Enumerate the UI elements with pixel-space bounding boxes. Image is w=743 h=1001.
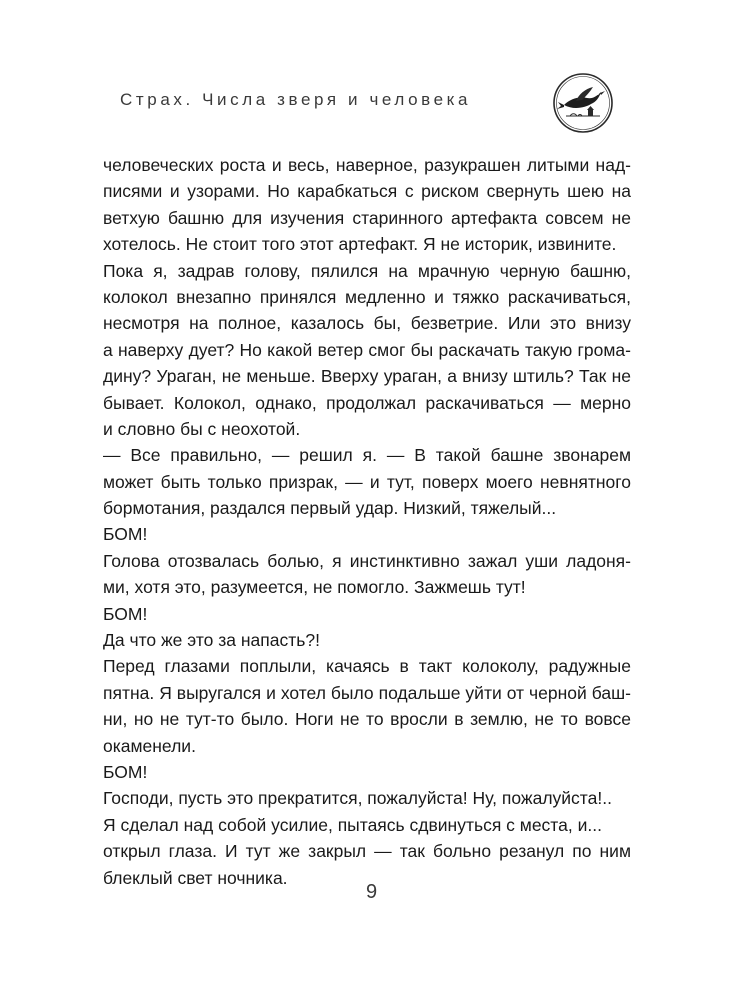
text-line: хотелось. Не стоит того этот артефакт. Я не историк, извините. xyxy=(103,234,617,255)
text-line: Перед глазами поплыли, качаясь в такт колоколу, радужные xyxy=(103,656,631,677)
text-line: БОМ! xyxy=(103,603,148,624)
text-line: открыл глаза. И тут же закрыл — так больно резанул по ним xyxy=(103,841,631,862)
text-line: ни, но не тут-то было. Ноги не то вросли в землю, не то вовсе xyxy=(103,709,631,730)
text-line: Господи, пусть это прекратится, пожалуйста! Ну, пожалуйста!.. xyxy=(103,788,612,809)
text-line: бормотания, раздался первый удар. Низкий, тяжелый... xyxy=(103,498,557,519)
text-line: — Все правильно, — решил я. — В такой башне звонарем xyxy=(103,445,631,466)
text-line: окаменели. xyxy=(103,735,196,756)
text-line: может быть только призрак, — и тут, поверх моего невнятного xyxy=(103,471,631,492)
text-line: колокол внезапно принялся медленно и тяжко раскачиваться, xyxy=(103,286,631,307)
text-line: БОМ! xyxy=(103,761,148,782)
bird-emblem-icon xyxy=(552,72,614,134)
text-line: ми, хотя это, разумеется, не помогло. Зажмешь тут! xyxy=(103,577,526,598)
running-header: Страх. Числа зверя и человека xyxy=(120,90,472,109)
text-line: Я сделал над собой усилие, пытаясь сдвинуться с места, и... xyxy=(103,814,602,835)
text-line: и словно бы с неохотой. xyxy=(103,418,301,439)
text-line xyxy=(103,258,631,284)
text-line: писями и узорами. Но карабкаться с риском свернуть шею на xyxy=(103,181,631,202)
text-line: человеческих роста и весь, наверное, разукрашен литыми над- xyxy=(103,155,631,175)
text-line-content: Пока я, задрав голову, пялился на мрачную черную башню, xyxy=(103,260,631,281)
text-line: ветхую башню для изучения старинного артефакта совсем не xyxy=(103,207,631,228)
text-line: БОМ! xyxy=(103,524,148,545)
body-text xyxy=(103,152,631,891)
text-line: пятна. Я выругался и хотел было подальше уйти от черной баш- xyxy=(103,682,631,703)
text-line: блеклый свет ночника. xyxy=(103,867,288,888)
text-line: Да что же это за напасть?! xyxy=(103,630,320,651)
text-line: дину? Ураган, не меньше. Вверху ураган, а внизу штиль? Так не xyxy=(103,366,631,387)
text-line: а наверху дует? Но какой ветер смог бы раскачать такую грома- xyxy=(103,339,631,360)
text-line: несмотря на полное, казалось бы, безветрие. Или это внизу xyxy=(103,313,631,334)
text-line: Голова отозвалась болью, я инстинктивно зажал уши ладоня- xyxy=(103,550,631,571)
text-line: бывает. Колокол, однако, продолжал раскачиваться — мерно xyxy=(103,392,631,413)
page-number: 9 xyxy=(365,881,378,903)
